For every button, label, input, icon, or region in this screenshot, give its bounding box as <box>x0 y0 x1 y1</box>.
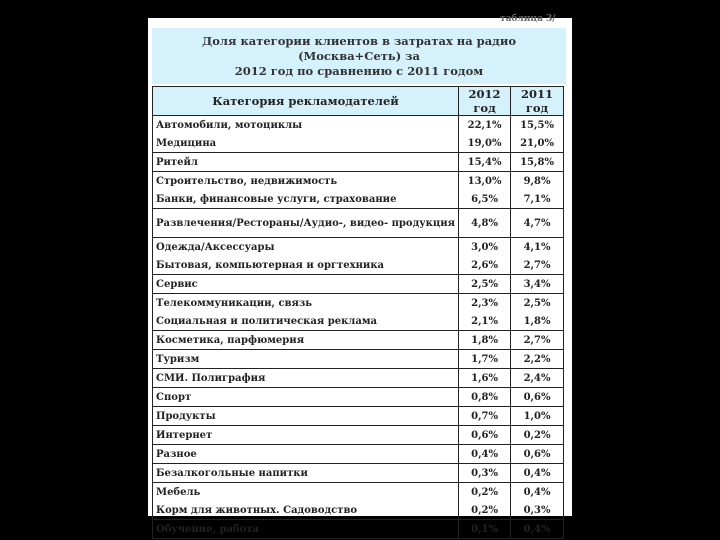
table-row <box>153 294 564 313</box>
share-2011-cell: 2,5% <box>511 294 564 313</box>
category-cell: Автомобили, мотоциклы <box>153 116 459 135</box>
share-2012-cell: 13,0% <box>459 172 511 191</box>
title-line-1: Доля категории клиентов в затратах на радио (Москва+Сеть) за <box>201 34 517 63</box>
document-page <box>148 18 572 535</box>
table-row <box>153 407 564 426</box>
share-2012-cell: 0,3% <box>459 464 511 483</box>
category-cell: СМИ. Полиграфия <box>153 369 459 388</box>
header-2011: 2011 год <box>511 87 564 116</box>
share-2012-cell: 0,1% <box>459 520 511 539</box>
table-body <box>153 116 564 539</box>
title-line-2: 2012 год по сравнению с 2011 годом <box>234 64 484 78</box>
share-2012-cell: 2,6% <box>459 256 511 275</box>
share-2011-cell: 0,4% <box>511 483 564 502</box>
table-row <box>153 350 564 369</box>
share-2012-cell: 1,7% <box>459 350 511 369</box>
share-2011-cell: 2,2% <box>511 350 564 369</box>
category-cell: Продукты <box>153 407 459 426</box>
category-cell: Строительство, недвижимость <box>153 172 459 191</box>
share-2011-cell: 2,4% <box>511 369 564 388</box>
category-cell: Сервис <box>153 275 459 294</box>
table-row <box>153 275 564 294</box>
share-2011-cell: 1,8% <box>511 312 564 331</box>
category-cell: Развлечения/Рестораны/Аудио-, видео- продукция <box>153 209 459 238</box>
share-2012-cell: 0,2% <box>459 483 511 502</box>
category-cell: Социальная и политическая реклама <box>153 312 459 331</box>
share-2012-cell: 2,1% <box>459 312 511 331</box>
share-2011-cell: 4,1% <box>511 238 564 257</box>
share-2012-cell: 1,8% <box>459 331 511 350</box>
share-2012-cell: 2,3% <box>459 294 511 313</box>
category-cell: Ритейл <box>153 153 459 172</box>
advertiser-share-table <box>152 86 564 539</box>
table-row <box>153 520 564 539</box>
share-2011-cell: 0,2% <box>511 426 564 445</box>
share-2011-cell: 0,4% <box>511 464 564 483</box>
table-row <box>153 190 564 209</box>
share-2012-cell: 2,5% <box>459 275 511 294</box>
share-2011-cell: 21,0% <box>511 134 564 153</box>
table-caption <box>152 28 566 84</box>
table-header-row <box>153 87 564 116</box>
share-2011-cell: 15,8% <box>511 153 564 172</box>
share-2012-cell: 15,4% <box>459 153 511 172</box>
share-2012-cell: 1,6% <box>459 369 511 388</box>
table-row <box>153 172 564 191</box>
category-cell: Медицина <box>153 134 459 153</box>
share-2011-cell: 9,8% <box>511 172 564 191</box>
share-2012-cell: 4,8% <box>459 209 511 238</box>
share-2012-cell: 19,0% <box>459 134 511 153</box>
table-row <box>153 464 564 483</box>
table-row <box>153 238 564 257</box>
share-2012-cell: 3,0% <box>459 238 511 257</box>
table-row <box>153 445 564 464</box>
share-2011-cell: 3,4% <box>511 275 564 294</box>
table-row <box>153 116 564 135</box>
table-row <box>153 483 564 502</box>
share-2011-cell: 0,6% <box>511 388 564 407</box>
share-2012-cell: 0,7% <box>459 407 511 426</box>
table-row <box>153 153 564 172</box>
category-cell: Туризм <box>153 350 459 369</box>
share-2011-cell: 2,7% <box>511 331 564 350</box>
table-row <box>153 312 564 331</box>
share-2011-cell: 0,6% <box>511 445 564 464</box>
category-cell: Косметика, парфюмерия <box>153 331 459 350</box>
share-2012-cell: 22,1% <box>459 116 511 135</box>
share-2011-cell: 4,7% <box>511 209 564 238</box>
category-cell: Спорт <box>153 388 459 407</box>
category-cell: Корм для животных. Садоводство <box>153 501 459 520</box>
table-row <box>153 426 564 445</box>
table-row <box>153 256 564 275</box>
header-category: Категория рекламодателей <box>153 87 459 116</box>
category-cell: Разное <box>153 445 459 464</box>
table-row <box>153 369 564 388</box>
category-cell: Безалкогольные напитки <box>153 464 459 483</box>
share-2011-cell: 0,3% <box>511 501 564 520</box>
share-2012-cell: 0,4% <box>459 445 511 464</box>
share-2011-cell: 1,0% <box>511 407 564 426</box>
share-2012-cell: 0,6% <box>459 426 511 445</box>
category-cell: Обучение, работа <box>153 520 459 539</box>
share-2011-cell: 7,1% <box>511 190 564 209</box>
table-row <box>153 501 564 520</box>
table-row <box>153 134 564 153</box>
category-cell: Банки, финансовые услуги, страхование <box>153 190 459 209</box>
corner-label: таблица 3/ <box>500 14 556 24</box>
table-row <box>153 388 564 407</box>
table-row <box>153 209 564 238</box>
category-cell: Бытовая, компьютерная и оргтехника <box>153 256 459 275</box>
table-row <box>153 331 564 350</box>
share-2012-cell: 6,5% <box>459 190 511 209</box>
share-2012-cell: 0,2% <box>459 501 511 520</box>
category-cell: Интернет <box>153 426 459 445</box>
share-2012-cell: 0,8% <box>459 388 511 407</box>
category-cell: Телекоммуникации, связь <box>153 294 459 313</box>
header-2012: 2012 год <box>459 87 511 116</box>
share-2011-cell: 15,5% <box>511 116 564 135</box>
share-2011-cell: 0,4% <box>511 520 564 539</box>
category-cell: Мебель <box>153 483 459 502</box>
share-2011-cell: 2,7% <box>511 256 564 275</box>
category-cell: Одежда/Аксессуары <box>153 238 459 257</box>
